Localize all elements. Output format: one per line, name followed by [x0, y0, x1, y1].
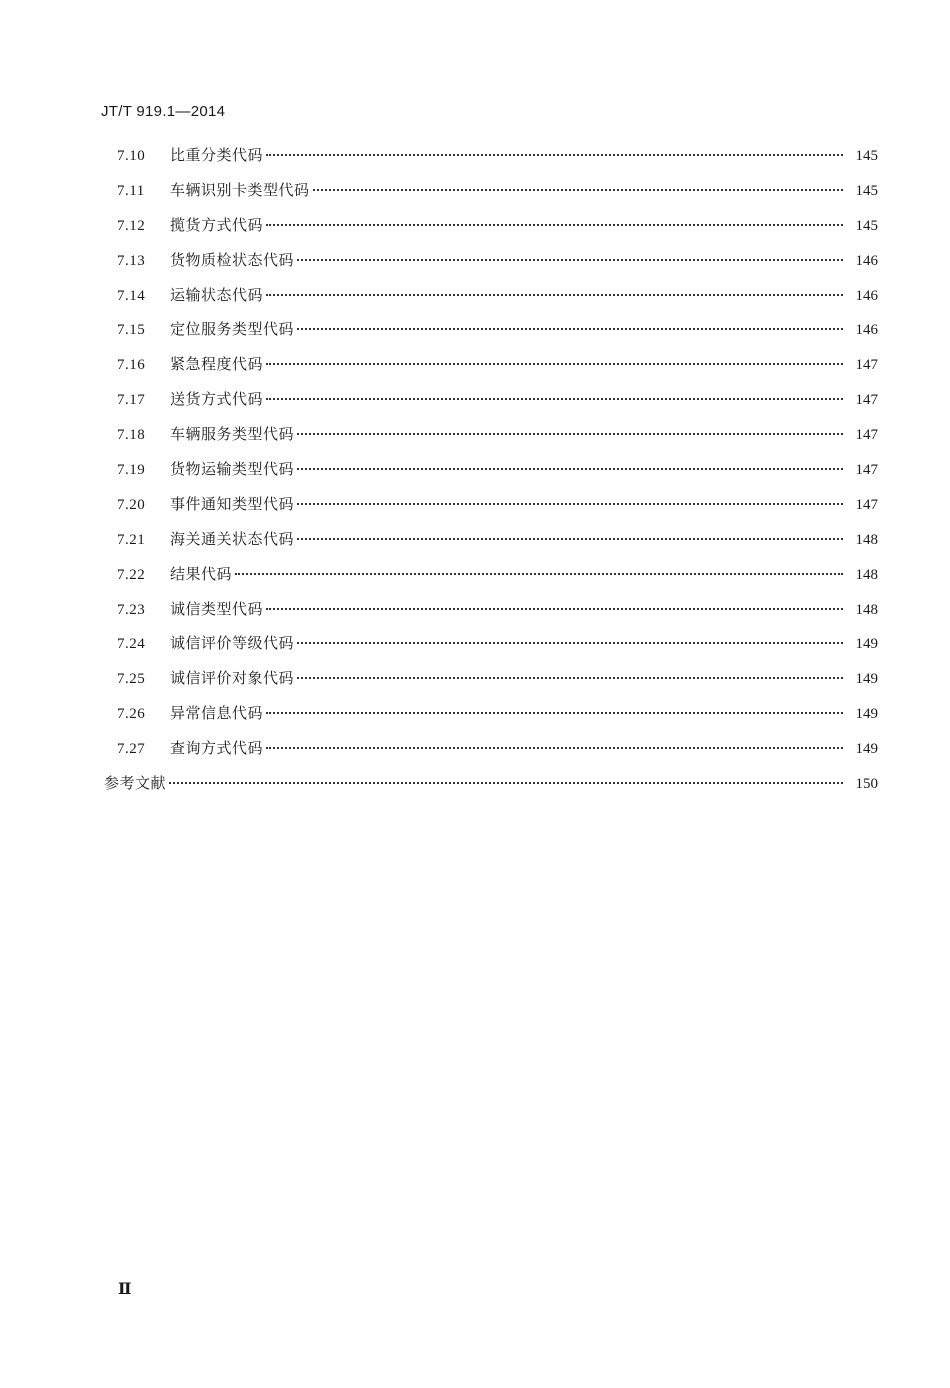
toc-entry-page: 147	[855, 357, 878, 374]
toc-leader-dots	[297, 259, 843, 261]
toc-entry-page: 145	[855, 217, 878, 234]
toc-entry-number: 7.20	[117, 496, 146, 513]
toc-entry-title: 海关通关状态代码	[170, 529, 295, 548]
toc-entry-title: 事件通知类型代码	[170, 494, 295, 513]
toc-entry-page: 147	[855, 496, 878, 513]
toc-entry-number: 7.10	[117, 148, 146, 164]
toc-entry-title: 车辆识别卡类型代码	[170, 180, 310, 199]
toc-entry[interactable]	[104, 493, 878, 528]
toc-entry-title: 诚信评价等级代码	[170, 634, 295, 653]
toc-entry[interactable]	[104, 353, 878, 388]
toc-entry[interactable]	[104, 179, 878, 214]
toc-entry-page: 147	[855, 462, 878, 479]
toc-entry-number: 7.16	[117, 357, 146, 374]
toc-entry-page: 146	[855, 322, 878, 339]
toc-entry-number: 7.24	[117, 636, 146, 653]
toc-entry[interactable]	[104, 667, 878, 702]
toc-entry-number: 7.21	[117, 531, 146, 548]
toc-leader-dots	[266, 294, 843, 296]
toc-leader-dots	[297, 677, 843, 679]
toc-entry-page: 145	[855, 148, 878, 164]
toc-leader-dots	[297, 328, 843, 330]
toc-entry-number: 7.26	[117, 706, 146, 723]
toc-entry-page: 147	[855, 427, 878, 444]
toc-entry-title: 诚信类型代码	[170, 599, 264, 618]
toc-leader-dots	[266, 363, 843, 365]
table-of-contents	[104, 144, 878, 807]
toc-entry[interactable]	[104, 249, 878, 284]
toc-entry-number: 7.27	[117, 741, 146, 758]
toc-entry-page: 146	[855, 252, 878, 269]
toc-leader-dots	[297, 468, 843, 470]
toc-entry-page: 149	[855, 741, 878, 758]
toc-leader-dots	[266, 712, 843, 714]
toc-entry-title: 货物运输类型代码	[170, 460, 295, 479]
toc-entry-title: 运输状态代码	[170, 285, 264, 304]
toc-entry-title: 车辆服务类型代码	[170, 425, 295, 444]
toc-leader-dots	[297, 503, 843, 505]
toc-entry[interactable]	[104, 702, 878, 737]
page-number: Ⅱ	[118, 1281, 132, 1298]
toc-entry-page: 148	[855, 566, 878, 583]
toc-entry-number: 7.22	[117, 566, 146, 583]
toc-entry-title: 异常信息代码	[170, 704, 264, 723]
toc-entry-number: 7.12	[117, 217, 146, 234]
toc-entry[interactable]	[104, 458, 878, 493]
toc-entry-page: 146	[855, 287, 878, 304]
toc-leader-dots	[297, 538, 843, 540]
toc-leader-dots	[169, 782, 843, 784]
toc-entry-title: 结果代码	[170, 564, 233, 583]
toc-entry-title: 货物质检状态代码	[170, 250, 295, 269]
toc-entry[interactable]	[104, 598, 878, 633]
toc-leader-dots	[266, 747, 843, 749]
toc-entry-number: 7.11	[117, 182, 145, 199]
toc-leader-dots	[297, 433, 843, 435]
toc-entry-title: 定位服务类型代码	[170, 320, 295, 339]
toc-entry[interactable]	[104, 388, 878, 423]
toc-leader-dots	[266, 224, 843, 226]
toc-leader-dots	[313, 189, 843, 191]
toc-entry-page: 150	[855, 776, 878, 793]
toc-entry[interactable]	[104, 284, 878, 319]
toc-leader-dots	[266, 608, 843, 610]
toc-leader-dots	[297, 642, 843, 644]
toc-entry-title: 揽货方式代码	[170, 215, 264, 234]
toc-entry-page: 149	[855, 671, 878, 688]
toc-entry-title: 查询方式代码	[170, 739, 264, 758]
toc-entry-number: 7.17	[117, 392, 146, 409]
toc-entry-page: 148	[855, 601, 878, 618]
toc-entry-references[interactable]	[104, 772, 878, 807]
toc-entry[interactable]	[104, 144, 878, 179]
toc-leader-dots	[266, 398, 843, 400]
toc-entry[interactable]	[104, 214, 878, 249]
toc-entry[interactable]	[104, 563, 878, 598]
toc-entry-title: 参考文献	[104, 774, 167, 793]
toc-entry[interactable]	[104, 318, 878, 353]
toc-entry-number: 7.18	[117, 427, 146, 444]
toc-entry-page: 145	[855, 182, 878, 199]
toc-entry-title: 紧急程度代码	[170, 355, 264, 374]
toc-entry-page: 148	[855, 531, 878, 548]
toc-entry[interactable]	[104, 423, 878, 458]
toc-entry[interactable]	[104, 528, 878, 563]
page-header-standard-code: JT/T 919.1—2014	[101, 103, 226, 120]
toc-entry-number: 7.25	[117, 671, 146, 688]
toc-entry-page: 147	[855, 392, 878, 409]
toc-entry[interactable]	[104, 737, 878, 772]
toc-entry-title: 比重分类代码	[170, 146, 264, 164]
toc-entry[interactable]	[104, 632, 878, 667]
toc-entry-number: 7.14	[117, 287, 146, 304]
toc-entry-number: 7.13	[117, 252, 146, 269]
toc-entry-page: 149	[855, 706, 878, 723]
toc-entry-title: 送货方式代码	[170, 390, 264, 409]
toc-entry-number: 7.19	[117, 462, 146, 479]
toc-entry-page: 149	[855, 636, 878, 653]
toc-entry-title: 诚信评价对象代码	[170, 669, 295, 688]
toc-leader-dots	[235, 573, 843, 575]
toc-entry-number: 7.15	[117, 322, 146, 339]
toc-leader-dots	[266, 154, 843, 156]
toc-entry-number: 7.23	[117, 601, 146, 618]
